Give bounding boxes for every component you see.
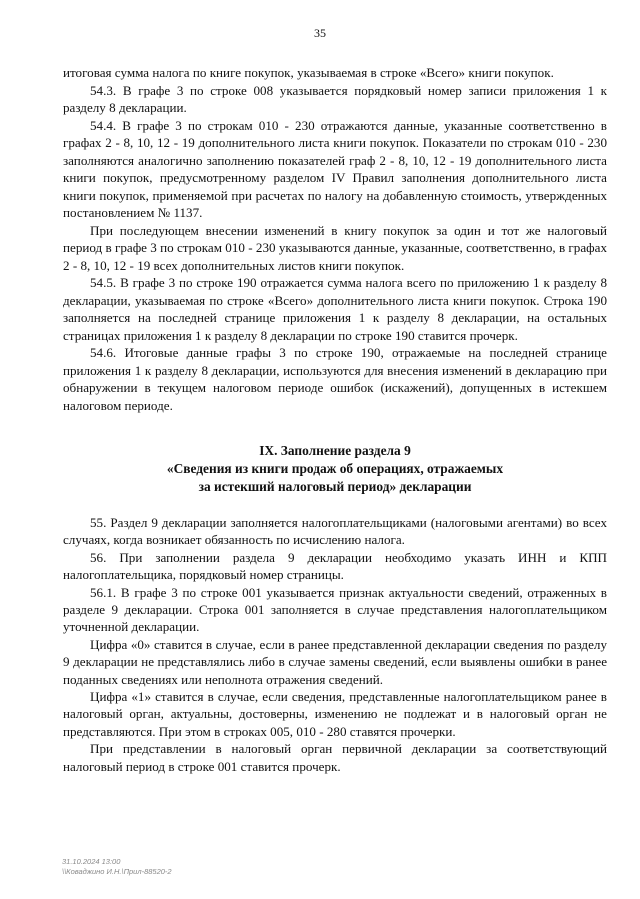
- paragraph-subsequent-changes: При последующем внесении изменений в книгу покупок за один и тот же налоговый период в графе 3 по строкам 010 - 230 указываются данные, указанные, соответственно, в графах 2 - 8, 10, 12 - 19 всех дополнительных листов книги покупок.: [63, 222, 607, 273]
- paragraph-54-2-continuation: итоговая сумма налога по книге покупок, указываемая в строке «Всего» книги покупок.: [63, 65, 554, 80]
- document-body: [63, 64, 607, 775]
- paragraph-digit-one: Цифра «1» ставится в случае, если сведения, представленные налогоплательщиком ранее в налоговый орган, актуальны, достоверны, изменению не подлежат и в налоговый орган не представляются. При этом в строках 005, 010 - 280 ставятся прочерки.: [63, 689, 607, 739]
- paragraph-digit-zero: Цифра «0» ставится в случае, если в ранее представленной декларации сведения по разделу 9 декларации не представлялись либо в случае замены сведений, если выявлены ошибки в ранее поданных сведениях или неполнота отражения сведений.: [63, 636, 607, 687]
- paragraph-56-1: 56.1. В графе 3 по строке 001 указывается признак актуальности сведений, отраженных в разделе 9 декларации. Строка 001 заполняется в случае представления налогоплательщиком уточненной декларации.: [63, 584, 607, 635]
- page-number: 35: [314, 26, 326, 40]
- document-stamp: [62, 857, 172, 877]
- paragraph-primary-declaration: При представлении в налоговый орган первичной декларации за соответствующий налоговый период в строке 001 ставится прочерк.: [63, 741, 607, 774]
- paragraph-55: 55. Раздел 9 декларации заполняется налогоплательщиками (налоговыми агентами) во всех случаях, когда возникает обязанность по исчислению налога.: [63, 515, 607, 548]
- stamp-date: 31.10.2024 13:00: [62, 857, 121, 866]
- section-title-line-1: IX. Заполнение раздела 9: [259, 443, 411, 458]
- paragraph-54-5: 54.5. В графе 3 по строке 190 отражается сумма налога всего по приложению 1 к разделу 8 декларации, указываемая по строке «Всего» дополнительного листа книги покупок. Строка 190 заполняется на последней странице приложения 1 к разделу 8 декларации, на остальных страницах приложения 1 к разделу 8 декларации по строке 190 ставится прочерк.: [63, 275, 607, 343]
- stamp-path: \\Коваджино И.Н.\Прил-88520-2: [62, 867, 172, 876]
- section-title-line-2: «Сведения из книги продаж об операциях, отражаемых: [166, 461, 504, 476]
- section-title-line-3: за истекший налоговый период» декларации: [198, 479, 472, 494]
- paragraph-56: 56. При заполнении раздела 9 декларации необходимо указать ИНН и КПП налогоплательщика, порядковый номер страницы.: [63, 549, 607, 583]
- section-heading: [63, 442, 607, 496]
- paragraph-54-3: 54.3. В графе 3 по строке 008 указывается порядковый номер записи приложения 1 к разделу 8 декларации.: [63, 82, 607, 115]
- paragraph-54-4: 54.4. В графе 3 по строкам 010 - 230 отражаются данные, указанные соответственно в графах 2 - 8, 10, 12 - 19 дополнительного листа книги покупок. Показатели по строкам 010 - 230 заполняются аналогично заполнению показателей граф 2 - 8, 10, 12 - 19 дополнительного листа книги покупок, предусмотренному разделом IV Правил заполнения дополнительного листа книги покупок, применяемой при расчетах по налогу на добавленную стоимость, утвержденных постановлением № 1137.: [63, 117, 607, 220]
- paragraph-54-6: 54.6. Итоговые данные графы 3 по строке 190, отражаемые на последней странице приложения 1 к разделу 8 декларации, используются для внесения изменений в декларацию при обнаружении в текущем налоговом периоде ошибок (искажений), допущенных в истекшем налоговом периоде.: [63, 345, 607, 413]
